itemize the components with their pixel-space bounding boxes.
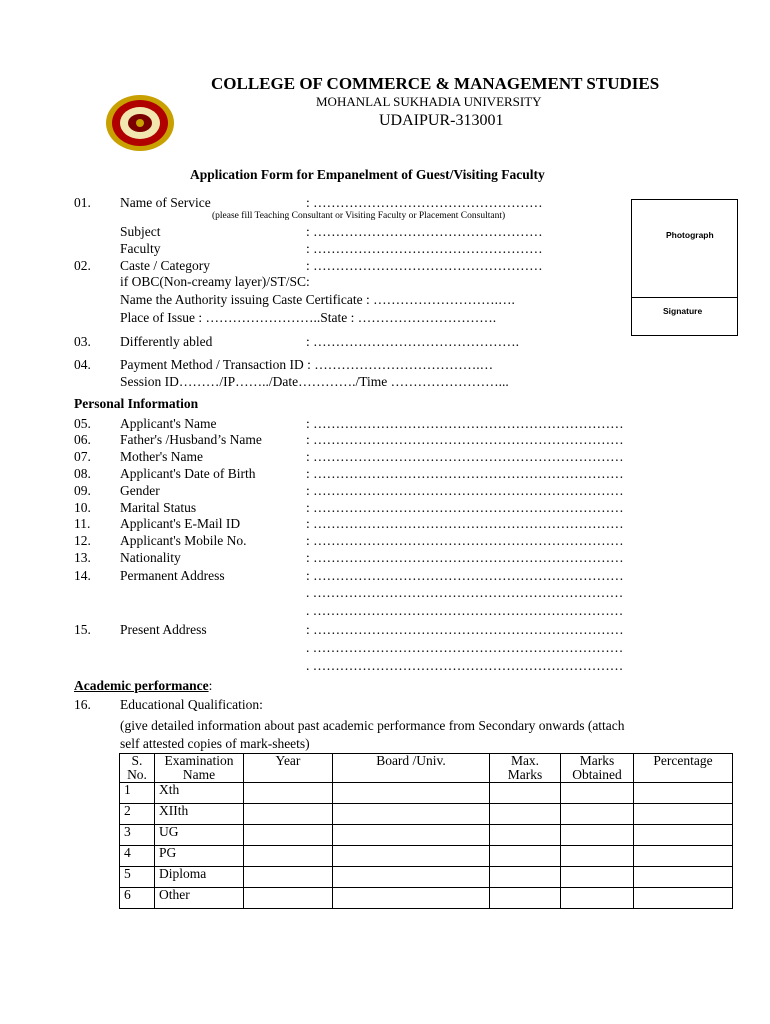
field-label: Marital Status [120,500,197,515]
cell-input[interactable] [490,825,561,846]
present-address-fill[interactable]: : …………………………………………………………… [306,622,624,637]
field-label: Father's /Husband’s Name [120,432,262,447]
field-label: Present Address [120,622,207,637]
col-header-max: Max. Marks [490,754,561,783]
field-label: Faculty [120,241,161,256]
cell-sno: 2 [120,804,155,825]
cell-sno: 5 [120,867,155,888]
field-number: 14. [74,568,91,583]
cell-input[interactable] [333,783,490,804]
subject-fill[interactable]: : …………………………………………… [306,224,543,239]
college-name: COLLEGE OF COMMERCE & MANAGEMENT STUDIES [211,74,660,93]
obc-line: if OBC(Non-creamy layer)/ST/SC: [120,274,310,289]
academic-table [119,753,733,909]
cell-input[interactable] [333,867,490,888]
signature-label: Signature [663,306,703,316]
field-fill[interactable]: : …………………………………………………………… [306,416,624,431]
field-label: Applicant's E-Mail ID [120,516,241,531]
photograph-label: Photograph [666,230,714,240]
field-number: 04. [74,357,91,372]
cell-sno: 3 [120,825,155,846]
cell-input[interactable] [244,867,333,888]
field-number: 13. [74,550,91,565]
session-line[interactable]: Session ID………/IP……../Date…………./Time ……………………... [120,374,509,389]
cell-input[interactable] [634,825,733,846]
field-label: Name of Service [120,195,211,210]
university-name: MOHANLAL SUKHADIA UNIVERSITY [316,94,542,109]
field-number: 12. [74,533,91,548]
cell-input[interactable] [490,846,561,867]
cell-input[interactable] [634,804,733,825]
place-state-line[interactable]: Place of Issue : ……………………..State : …………………………. [120,310,497,325]
cell-input[interactable] [244,804,333,825]
cell-input[interactable] [561,783,634,804]
field-number: 15. [74,622,91,637]
field-number: 02. [74,258,91,273]
cell-sno: 1 [120,783,155,804]
field-number: 07. [74,449,91,464]
field-label: Applicant's Mobile No. [120,533,247,548]
cell-sno: 4 [120,846,155,867]
authority-line[interactable]: Name the Authority issuing Caste Certificate : ……………………….…. [120,292,515,307]
field-fill[interactable]: : …………………………………………………………… [306,466,624,481]
col-header-board: Board /Univ. [333,754,490,783]
field-label: Gender [120,483,160,498]
cell-input[interactable] [634,783,733,804]
permanent-address-fill-2[interactable]: . …………………………………………………………… [306,585,624,600]
abled-fill[interactable]: : ………………………………………. [306,334,520,349]
table-header-row [120,754,733,783]
academic-instruction-2: self attested copies of mark-sheets) [120,736,310,751]
academic-instruction-1: (give detailed information about past academic performance from Secondary onwards (attach [120,718,625,733]
payment-line[interactable]: Payment Method / Transaction ID : ……………………………….… [120,357,494,372]
table-row [120,783,733,804]
field-label: Educational Qualification: [120,697,263,712]
col-header-obtained: Marks Obtained [561,754,634,783]
personal-heading: Personal Information [74,396,199,411]
cell-exam: XIIth [155,804,244,825]
cell-input[interactable] [333,888,490,909]
field-fill[interactable]: : …………………………………………………………… [306,500,624,515]
cell-input[interactable] [561,846,634,867]
permanent-address-fill-3[interactable]: . …………………………………………………………… [306,603,624,618]
academic-heading: Academic performance [74,678,209,693]
cell-input[interactable] [490,867,561,888]
field-fill[interactable]: : …………………………………………………………… [306,550,624,565]
table-row [120,804,733,825]
photo-divider [632,297,737,298]
field-label: Nationality [120,550,181,565]
faculty-fill[interactable]: : …………………………………………… [306,241,543,256]
college-logo [104,93,176,153]
cell-input[interactable] [333,804,490,825]
cell-input[interactable] [490,888,561,909]
cell-input[interactable] [244,783,333,804]
table-row [120,825,733,846]
table-row [120,867,733,888]
field-number: 08. [74,466,91,481]
table-row [120,846,733,867]
cell-input[interactable] [634,867,733,888]
field-label: Caste / Category [120,258,210,273]
cell-input[interactable] [333,846,490,867]
form-title: Application Form for Empanelment of Guest/Visiting Faculty [190,167,545,182]
service-fill[interactable]: : …………………………………………… [306,195,543,210]
cell-input[interactable] [244,846,333,867]
cell-exam: Diploma [155,867,244,888]
cell-sno: 6 [120,888,155,909]
col-header-year: Year [244,754,333,783]
field-number: 10. [74,500,91,515]
academic-colon: : [208,678,213,693]
cell-exam: Other [155,888,244,909]
cell-input[interactable] [561,825,634,846]
cell-input[interactable] [634,846,733,867]
field-fill[interactable]: : …………………………………………………………… [306,516,624,531]
field-label: Differently abled [120,334,213,349]
field-fill[interactable]: : …………………………………………………………… [306,483,624,498]
cell-input[interactable] [244,825,333,846]
table-row [120,888,733,909]
photo-signature-box[interactable] [631,199,738,336]
field-fill[interactable]: : …………………………………………………………… [306,449,624,464]
field-label: Permanent Address [120,568,225,583]
cell-exam: PG [155,846,244,867]
field-fill[interactable]: : …………………………………………………………… [306,533,624,548]
field-number: 05. [74,416,91,431]
field-label: Subject [120,224,161,239]
present-address-fill-3[interactable]: . …………………………………………………………… [306,658,624,673]
col-header-percentage: Percentage [634,754,733,783]
field-number: 16. [74,697,91,712]
field-fill[interactable]: : …………………………………………………………… [306,568,624,583]
cell-input[interactable] [561,867,634,888]
field-number: 01. [74,195,91,210]
cell-exam: Xth [155,783,244,804]
field-number: 09. [74,483,91,498]
cell-input[interactable] [561,888,634,909]
city-pin: UDAIPUR-313001 [379,112,504,129]
field-fill[interactable]: : …………………………………………………………… [306,432,624,447]
present-address-fill-2[interactable]: . …………………………………………………………… [306,640,624,655]
col-header-sno: S. No. [120,754,155,783]
cell-input[interactable] [634,888,733,909]
field-number: 11. [74,516,91,531]
field-label: Applicant's Name [120,416,217,431]
caste-fill[interactable]: : …………………………………………… [306,258,543,273]
service-note: (please fill Teaching Consultant or Visiting Faculty or Placement Consultant) [212,211,506,221]
cell-input[interactable] [244,888,333,909]
field-label: Mother's Name [120,449,204,464]
cell-input[interactable] [561,804,634,825]
col-header-exam: Examination Name [155,754,244,783]
academic-heading-row [74,678,212,694]
field-number: 03. [74,334,91,349]
cell-exam: UG [155,825,244,846]
cell-input[interactable] [490,804,561,825]
field-number: 06. [74,432,91,447]
cell-input[interactable] [333,825,490,846]
cell-input[interactable] [490,783,561,804]
field-label: Applicant's Date of Birth [120,466,256,481]
